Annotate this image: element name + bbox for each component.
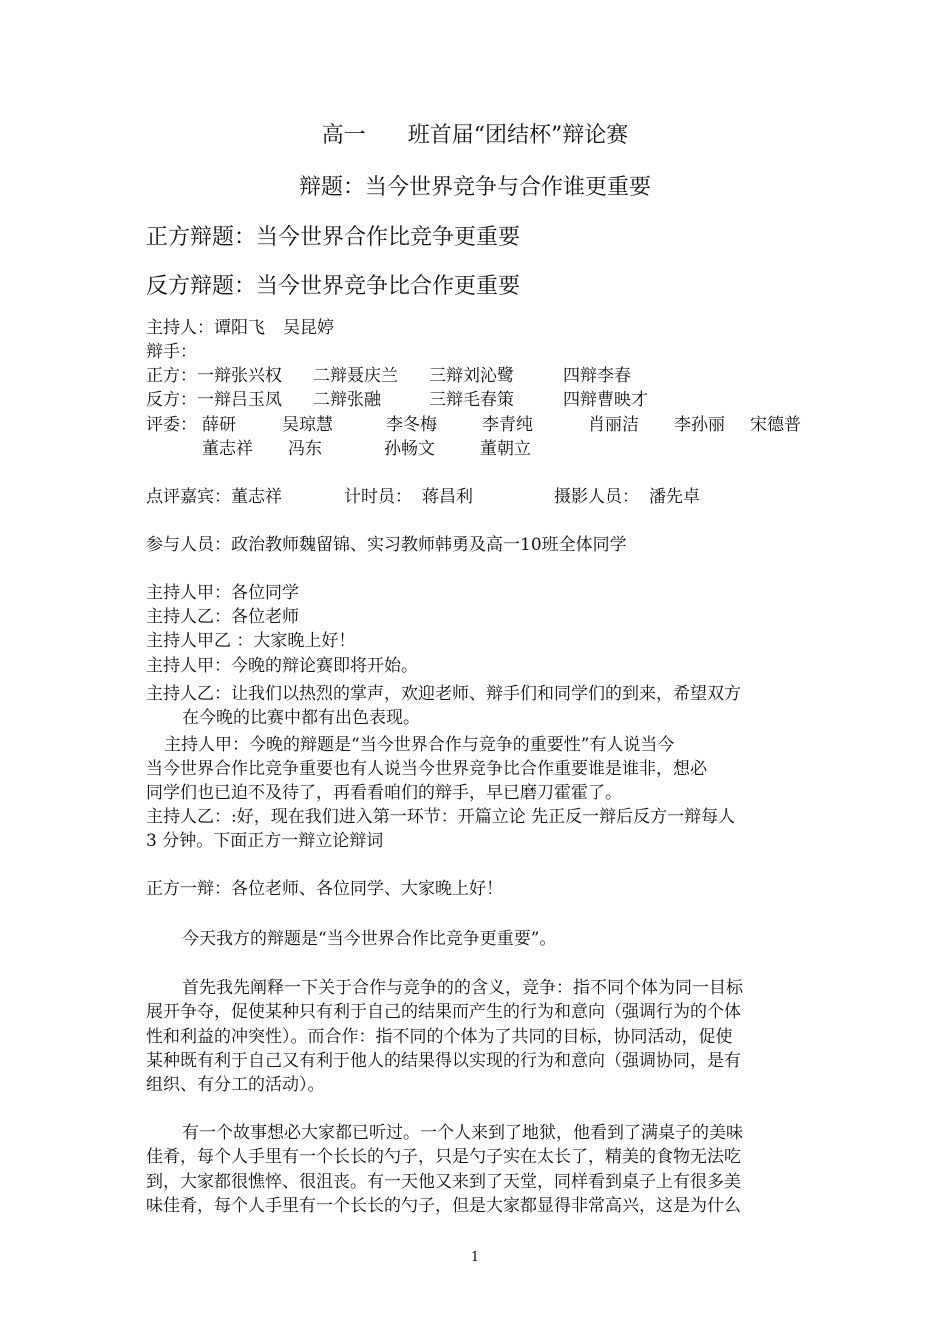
judges-row-2 [146,437,531,461]
dialogue-line: 当今世界合作比竞争重要也有人说当今世界竞争比合作重要谁是谁非，想必 [146,759,707,779]
judge: 李孙丽 [674,415,725,435]
debate-topic: 辩题：当今世界竞争与合作谁更重要 [298,175,651,200]
dialogue-line: 主持人乙：:好，现在我们进入第一环节：开篇立论 先正反一辩后反方一辩每人 [146,807,736,827]
reviewer: 点评嘉宾：董志祥 [146,487,282,507]
speech-line: 展开争夺，促使某种只有利于自己的结果而产生的行为和意向（强调行为的个体 [146,1002,741,1022]
dialogue-line: 主持人乙：各位老师 [146,607,299,627]
debater: 二辩张融 [313,390,381,410]
host-name: 谭阳飞 [214,318,265,338]
speech-line: 组织、有分工的活动）。 [146,1075,325,1095]
page-number: 1 [470,1250,480,1265]
judge: 孙畅文 [384,439,435,459]
affirmative-team [146,364,631,388]
judge: 薛研 [202,415,236,435]
dialogue-line: 在今晚的比赛中都有出色表现。 [182,708,420,728]
debaters-label: 辩手： [146,342,197,362]
speech-line: 有一个故事想必大家都已听过。一个人来到了地狱，他看到了满桌子的美味 [182,1123,743,1143]
judge: 肖丽洁 [588,415,639,435]
judge: 李青纯 [482,415,533,435]
photographer-label: 摄影人员： [554,487,639,507]
speech-opening: 正方一辩：各位老师、各位同学、大家晚上好！ [146,879,503,899]
photographer-name: 潘先卓 [649,487,700,507]
team-label: 正方： [146,366,197,386]
participants-line: 参与人员：政治教师魏留锦、实习教师韩勇及高一10班全体同学 [146,535,627,555]
dialogue-line: 主持人甲：今晚的辩论赛即将开始。 [146,656,418,676]
speech-paragraph: 今天我方的辩题是“当今世界合作比竞争更重要”。 [182,929,557,949]
debater: 一辩吕玉凤 [197,390,282,410]
speech-line: 性和利益的冲突性）。而合作：指不同的个体为了共同的目标，协同活动，促使 [146,1027,733,1047]
host-name: 吴昆婷 [283,318,334,338]
dialogue-line: 主持人甲：今晚的辩题是“当今世界合作与竞争的重要性”有人说当今 [164,735,675,755]
debater: 三辩刘沁鹭 [429,366,514,386]
hosts-line [146,316,334,340]
debater: 二辩聂庆兰 [313,366,398,386]
dialogue-line: 主持人甲乙 ：大家晚上好！ [146,631,356,651]
speech-line: 佳肴，每个人手里有一个长长的勺子，只是勺子实在太长了，精美的食物无法吃 [146,1147,741,1167]
debater: 四辩曹映才 [563,390,648,410]
title-part-1: 高一 [321,123,366,148]
affirmative-topic: 正方辩题：当今世界合作比竞争更重要 [146,225,521,250]
debater: 一辩张兴权 [197,366,282,386]
dialogue-line: 主持人乙：让我们以热烈的掌声，欢迎老师、辩手们和同学们的到来，希望双方 [146,684,741,704]
negative-team [146,388,648,412]
judge: 吴琼慧 [282,415,333,435]
negative-topic: 反方辩题：当今世界竞争比合作更重要 [146,274,521,299]
dialogue-line: 3 分钟。下面正方一辩立论辩词 [146,831,384,851]
team-label: 反方： [146,390,197,410]
timer-name: 蒋昌利 [422,487,473,507]
judge: 李冬梅 [386,415,437,435]
debater: 三辩毛春策 [429,390,514,410]
staff-line [146,485,700,509]
speech-line: 某种既有利于自己又有利于他人的结果得以实现的行为和意向（强调协同，是有 [146,1051,741,1071]
judges-label: 评委： [146,415,197,435]
dialogue-line: 同学们也已迫不及待了，再看看咱们的辩手，早已磨刀霍霍了。 [146,783,622,803]
dialogue-line: 主持人甲：各位同学 [146,583,299,603]
title-part-2: 班首届“团结杯”辩论赛 [407,123,629,148]
hosts-label: 主持人： [146,318,214,338]
debater: 四辩李春 [563,366,631,386]
judge: 冯东 [288,439,322,459]
timer-label: 计时员： [344,487,412,507]
judge: 宋德普 [750,415,801,435]
judge: 董朝立 [480,439,531,459]
speech-line: 到，大家都很憔悴、很沮丧。有一天他又来到了天堂，同样看到桌子上有很多美 [146,1172,741,1192]
judge: 董志祥 [202,439,253,459]
speech-line: 首先我先阐释一下关于合作与竞争的的含义，竞争：指不同个体为同一目标 [182,978,743,998]
document-title [0,118,950,149]
judges-row-1 [146,413,801,437]
speech-line: 味佳肴，每个人手里有一个长长的勺子，但是大家都显得非常高兴，这是为什么 [146,1196,741,1216]
